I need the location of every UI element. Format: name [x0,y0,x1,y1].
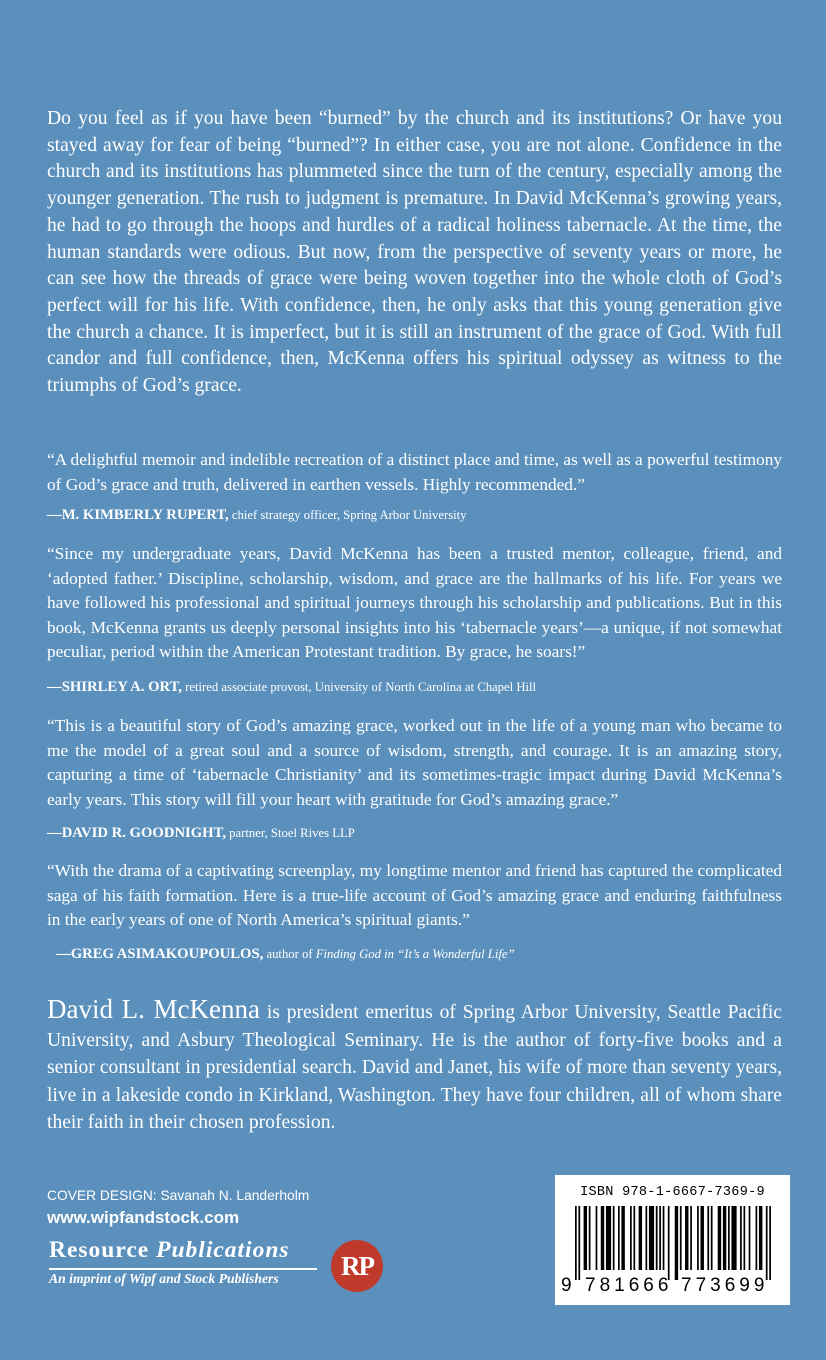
barcode-bar [740,1206,742,1270]
endorsement-attribution [47,507,782,524]
barcode-bar [575,1206,577,1280]
imprint-name: Wipf and Stock Publishers [129,1271,279,1286]
publisher-imprint [49,1271,279,1287]
endorser-role: partner, Stoel Rives LLP [226,826,355,840]
barcode-bar [701,1206,704,1270]
barcode-bar [743,1206,745,1270]
barcode-bar [680,1206,682,1270]
barcode-bar [749,1206,751,1270]
barcode-bar [578,1206,580,1280]
barcode-bar [630,1206,632,1270]
barcode-bar [663,1206,665,1270]
imprint-prefix: An imprint of [49,1271,129,1286]
barcode-bar [584,1206,587,1270]
author-bio-text: is president emeritus of Spring Arbor University, Seattle Pacific University, and Asbury Theological Seminary. He is the author of forty-five books and a senior consultant in presidential search. David and Janet, his wife of more than seventy years, live in a lakeside condo in Kirkland, Washington. They have four children, all of whom share their faith in their chosen profession. [47,1002,783,1133]
endorser-role: author of [263,947,316,961]
barcode-bar [707,1206,709,1270]
barcode-bar [668,1206,670,1280]
barcode-bar [731,1206,736,1270]
cover-design-credit: COVER DESIGN: Savanah N. Landerholm [47,1188,310,1203]
endorser-name: —DAVID R. GOODNIGHT, [47,825,226,841]
endorser-work-title: Finding God in “It’s a Wonderful Life” [315,947,515,961]
back-cover-blurb: Do you feel as if you have been “burned” by the church and its institutions? Or have you stayed away for fear of being “burned”? In either case, you are not alone. Confidence in the church and its institutions has plummeted since the turn of the century, especially among the younger generation. The rush to judgment is premature. In David McKenna’s growing years, he had to go through the hoops and hurdles of a radical holiness tabernacle. At the time, the human standards were odious. But now, from the perspective of seventy years or more, he can see how the threads of grace were being woven together into the whole cloth of God’s perfect will for his life. With confidence, then, he only asks that this young generation give the church a chance. It is imperfect, but it is still an instrument of the grace of God. With full candor and full confidence, then, McKenna offers his spiritual odyssey as witness to the triumphs of God’s grace. [47,108,782,397]
barcode-bar [645,1206,647,1270]
barcode-bar [766,1206,768,1280]
isbn-digits-right: 773699 [681,1275,769,1296]
barcode-bar [711,1206,713,1270]
isbn-digits-left: 781666 [585,1275,673,1296]
barcode-bar [656,1206,658,1270]
endorsement-quote: “This is a beautiful story of God’s amazing grace, worked out in the life of a young man who became to me the model of a great soul and a source of wisdom, strength, and courage. It is an amazing story, capturing a time of ‘tabernacle Christianity’ and its sometimes-tragic impact during David McKenna’s early years. This story will fill your heart with gratitude for God’s amazing grace.” [47,716,782,809]
endorsement-attribution [56,946,791,963]
endorser-name: —SHIRLEY A. ORT, [47,679,182,695]
barcode-bar [589,1206,591,1270]
publisher-website: www.wipfandstock.com [47,1208,240,1227]
barcode-bar [690,1206,692,1270]
publisher-name-part2: Publications [156,1237,290,1263]
publisher-rule [49,1268,317,1270]
barcode-bar [723,1206,726,1270]
barcode-bar [633,1206,635,1270]
isbn-digit-first: 9 [561,1275,572,1296]
endorser-role: chief strategy officer, Spring Arbor University [228,508,467,522]
author-bio [47,996,782,1137]
barcode-bar [639,1206,642,1270]
isbn-label: ISBN 978-1-6667-7369-9 [580,1185,765,1200]
barcode-bar [601,1206,604,1270]
author-name: David L. McKenna [47,994,261,1024]
endorsement-attribution [47,679,782,696]
barcode-bar [649,1206,654,1270]
rp-logo-icon: RP [331,1240,383,1292]
endorsement-quote: “With the drama of a captivating screenplay, my longtime mentor and friend has captured the complicated saga of his faith formation. Here is a true-life account of God’s amazing grace and enduring faithfulness in the early years of one of North America’s spiritual giants.” [47,861,782,929]
barcode-bars [575,1206,771,1280]
endorsement-quote: “A delightful memoir and indelible recreation of a distinct place and time, as well as a powerful testimony of God’s grace and truth, delivered in earthen vessels. Highly recommended.” [47,450,782,494]
barcode-bar [685,1206,688,1270]
barcode-bar [618,1206,620,1270]
isbn-barcode [555,1175,790,1305]
endorser-name: —GREG ASIMAKOUPOULOS, [56,946,264,962]
barcode-bar [759,1206,762,1270]
publisher-name [49,1237,290,1264]
barcode-bar [697,1206,699,1270]
endorser-role: retired associate provost, University of North Carolina at Chapel Hill [181,680,537,694]
barcode-bar [728,1206,730,1270]
endorsement-quote: “Since my undergraduate years, David McKenna has been a trusted mentor, colleague, friend, and ‘adopted father.’ Discipline, scholarship, wisdom, and grace are the hallmarks of his life. For years we have followed his professional and spiritual journeys through his scholarship and publications. But in this book, McKenna grants us deeply personal insights into his ‘tabernacle years’—a unique, if not somewhat peculiar, period within the American Protestant tradition. By grace, he soars!” [47,544,782,661]
barcode-bar [659,1206,661,1270]
barcode-bar [621,1206,624,1270]
barcode-bar [769,1206,771,1280]
endorser-name: —M. KIMBERLY RUPERT, [47,507,229,523]
barcode-bar [606,1206,611,1270]
publisher-name-part1: Resource [49,1237,157,1263]
publisher-logo [49,1237,389,1297]
barcode-bar [675,1206,678,1280]
barcode-bar [718,1206,721,1270]
barcode-bar [756,1206,758,1270]
barcode-bar [613,1206,615,1270]
endorsement-attribution [47,825,782,842]
barcode-bar [596,1206,598,1270]
